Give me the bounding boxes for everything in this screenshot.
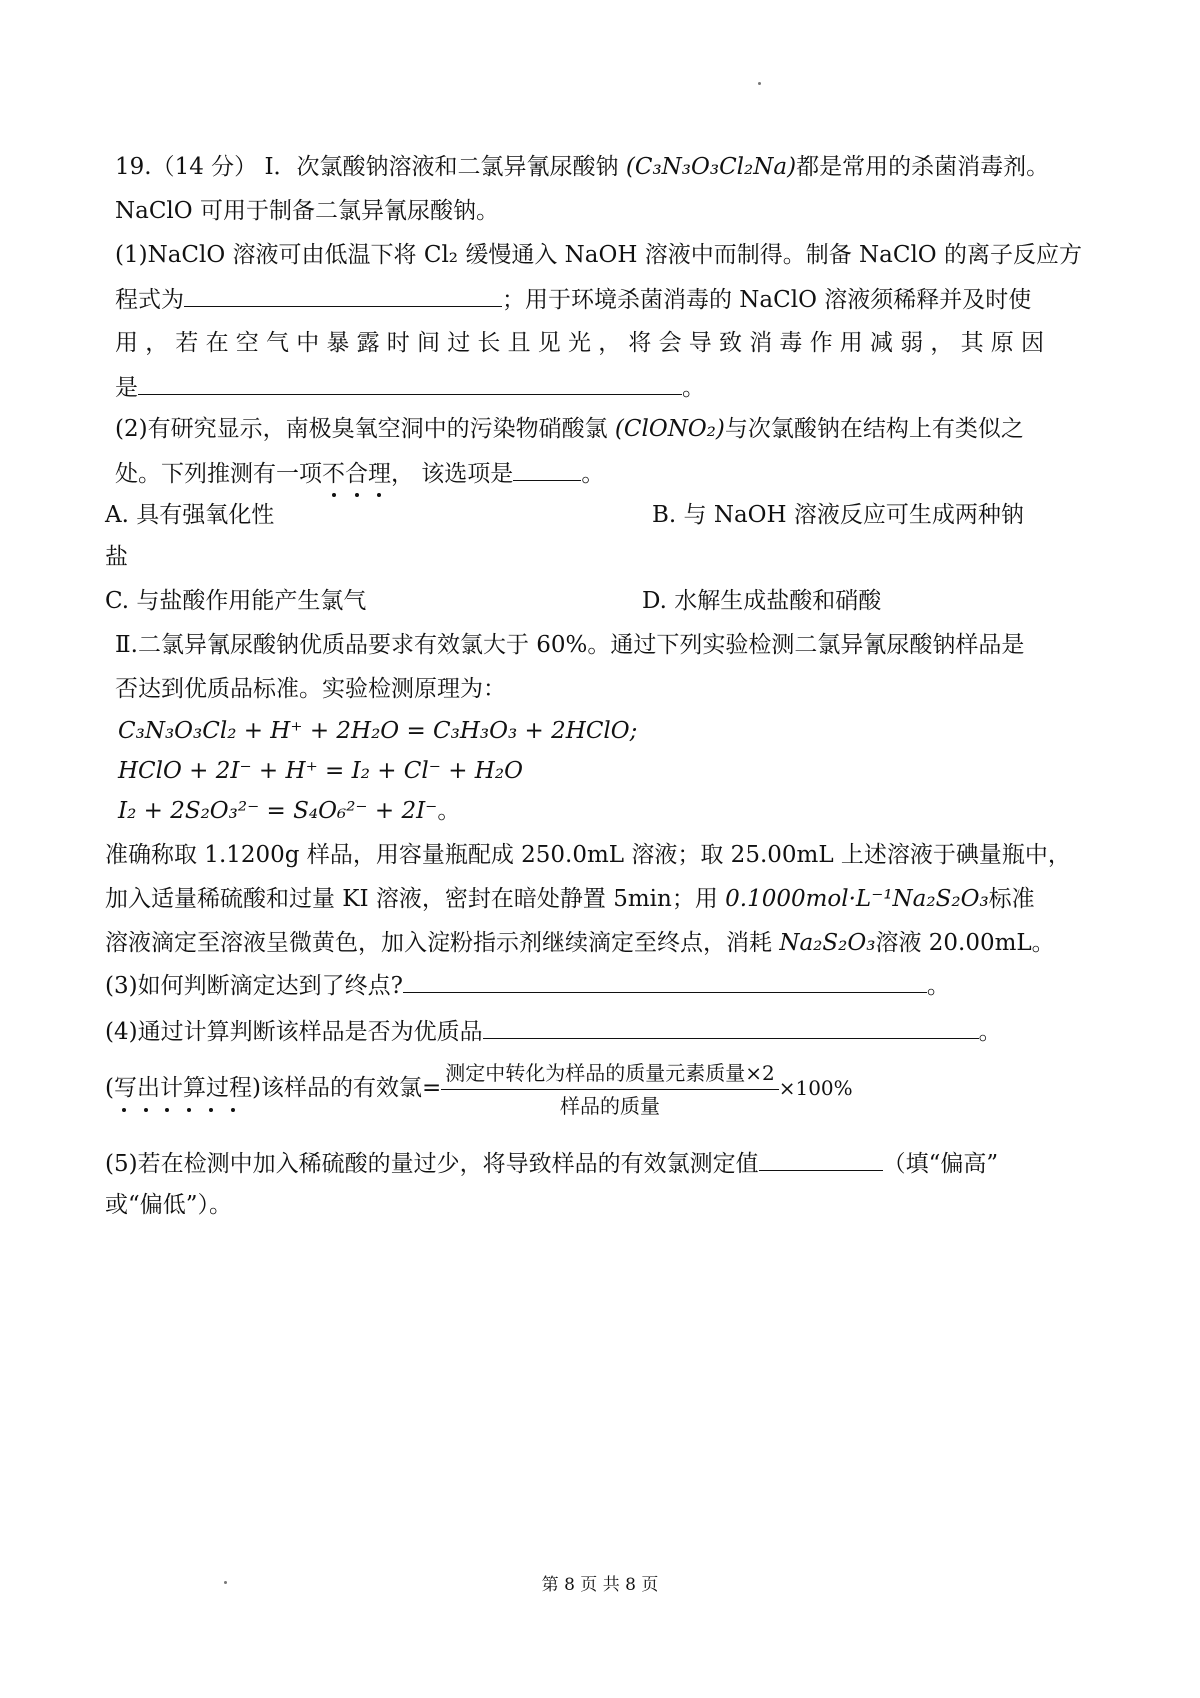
option-b-wrap-text: 盐 (105, 544, 128, 570)
emph-dot (165, 1108, 169, 1112)
part2-line-b (115, 674, 506, 704)
p5-pre: (5)若在检测中加入稀硫酸的量过少，将导致样品的有效氯测定值 (105, 1151, 759, 1177)
emphasis-show-work (105, 1060, 261, 1116)
p3-pre: (3)如何判断滴定达到了终点? (105, 973, 403, 999)
emph-dot (144, 1108, 148, 1112)
p2-b-pre: 处。下列推测有一项 (115, 461, 322, 487)
q19-header (115, 152, 1049, 182)
p1-d-pre: 是 (115, 375, 138, 401)
p1-line-a (115, 240, 1082, 270)
p1-b-post: ；用于环境杀菌消毒的 NaClO 溶液须稀释并及时使 (502, 287, 1032, 313)
procedure-c-formula: Na₂S₂O₃ (779, 930, 876, 956)
page-footer: 第 8 页 共 8 页 (541, 1575, 659, 1595)
equation-2-text: HClO + 2I⁻ + H⁺ = I₂ + Cl⁻ + H₂O (118, 758, 523, 784)
answer-blank-3[interactable] (513, 458, 581, 481)
option-b-text: B. 与 NaOH 溶液反应可生成两种钠 (652, 502, 1024, 528)
q19-header-text: 19.（14 分） Ⅰ．次氯酸钠溶液和二氯异氰尿酸钠 (115, 154, 619, 180)
p4-post: 。 (978, 1019, 1002, 1045)
p2-formula: (ClONO₂) (614, 416, 725, 442)
fraction-tail: ×100% (778, 1076, 853, 1100)
option-b-wrap (105, 542, 128, 572)
p3-line (105, 970, 950, 1001)
equation-1 (118, 716, 637, 746)
emph-dot (122, 1108, 126, 1112)
q19-header-tail: 都是常用的杀菌消毒剂。 (796, 154, 1050, 180)
q19-line2 (115, 196, 499, 226)
p4-pre: (4)通过计算判断该样品是否为优质品 (105, 1019, 483, 1045)
answer-blank-1[interactable] (184, 284, 502, 307)
procedure-c-pre: 溶液滴定至溶液呈微黄色，加入淀粉指示剂继续滴定至终点，消耗 (105, 930, 780, 956)
p2-line-b (115, 458, 604, 489)
option-c (105, 586, 366, 616)
p4-formula-line (105, 1060, 853, 1118)
part2-a-text: Ⅱ.二氯异氰尿酸钠优质品要求有效氯大于 60%。通过下列实验检测二氯异氰尿酸钠样品是 (115, 632, 1025, 658)
answer-blank-5[interactable] (483, 1016, 979, 1039)
emph-dot (209, 1108, 213, 1112)
q19-formula: (C₃N₃O₃Cl₂Na) (625, 154, 797, 180)
emph-dot (355, 493, 359, 497)
procedure-line-a (105, 840, 1071, 870)
emphasis-text: 不合理 (322, 461, 391, 487)
stray-dot (758, 82, 761, 85)
p2-b-mid: ， 该选项是 (391, 461, 514, 487)
part2-b-text: 否达到优质品标准。实验检测原理为： (115, 676, 506, 702)
fraction-denominator: 样品的质量 (559, 1093, 660, 1118)
emphasis-not-reasonable (322, 459, 391, 489)
equation-1-text: C₃N₃O₃Cl₂ + H⁺ + 2H₂O = C₃H₃O₃ + 2HClO; (118, 718, 638, 744)
option-c-text: C. 与盐酸作用能产生氯气 (105, 588, 367, 614)
option-d (642, 586, 881, 616)
emph-dot (332, 493, 336, 497)
equation-3 (118, 796, 460, 826)
answer-blank-4[interactable] (403, 970, 927, 993)
p1-line-c (115, 328, 1051, 358)
option-a (105, 500, 274, 530)
p4-line (105, 1016, 1002, 1047)
option-a-text: A. 具有强氧化性 (105, 502, 275, 528)
effective-chlorine-fraction (441, 1061, 778, 1118)
equation-3-end: 。 (437, 798, 461, 824)
fraction-numerator: 测定中转化为样品的质量元素质量×2 (441, 1061, 778, 1090)
p5-line (105, 1148, 998, 1179)
p2-a-post: 与次氯酸钠在结构上有类似之 (724, 416, 1024, 442)
part2-line-a (115, 630, 1024, 660)
p3-post: 。 (926, 973, 950, 999)
p1-c-text: 用，若在空气中暴露时间过长且见光，将会导致消毒作用减弱，其原因 (115, 330, 1052, 356)
answer-blank-6[interactable] (759, 1148, 883, 1171)
q19-line2-text: NaClO 可用于制备二氯异氰尿酸钠。 (115, 198, 499, 224)
p1-a-text: (1)NaClO 溶液可由低温下将 Cl₂ 缓慢通入 NaOH 溶液中而制得。制备 NaClO 的离子反应方 (115, 242, 1082, 268)
procedure-b-pre: 加入适量稀硫酸和过量 KI 溶液，密封在暗处静置 5min；用 (105, 886, 726, 912)
equation-2 (118, 756, 523, 786)
procedure-b-formula: 0.1000mol·L⁻¹Na₂S₂O₃ (725, 886, 989, 912)
emph-dot (231, 1108, 235, 1112)
emph-dot (377, 493, 381, 497)
p1-b-pre: 程式为 (115, 287, 184, 313)
procedure-a-text: 准确称取 1.1200g 样品，用容量瓶配成 250.0mL 溶液；取 25.00mL 上述溶液于碘量瓶中， (105, 842, 1071, 868)
option-d-text: D. 水解生成盐酸和硝酸 (642, 588, 882, 614)
p1-line-b (115, 284, 1031, 315)
p5-post: （填“偏高” (882, 1151, 999, 1177)
emph-dot (187, 1108, 191, 1112)
procedure-c-post: 溶液 20.00mL。 (875, 930, 1055, 956)
p2-line-a (115, 414, 1024, 444)
p5-b-text: 或“偏低”）。 (105, 1192, 233, 1218)
p2-b-post: 。 (581, 461, 605, 487)
option-b (652, 500, 1024, 530)
procedure-line-b (105, 884, 1035, 914)
emphasis-show-work-text: (写出计算过程) (105, 1075, 261, 1101)
procedure-line-c (105, 928, 1055, 958)
equation-3-text: I₂ + 2S₂O₃²⁻ = S₄O₆²⁻ + 2I⁻ (118, 798, 438, 824)
p5-line-b (105, 1190, 232, 1220)
procedure-b-post: 标准 (988, 886, 1035, 912)
p1-line-d (115, 372, 705, 403)
p1-d-post: 。 (682, 375, 705, 401)
answer-blank-2[interactable] (138, 372, 682, 395)
p4b-mid: 该样品的有效氯= (260, 1075, 442, 1101)
p2-a-pre: (2)有研究显示，南极臭氧空洞中的污染物硝酸氯 (115, 416, 608, 442)
